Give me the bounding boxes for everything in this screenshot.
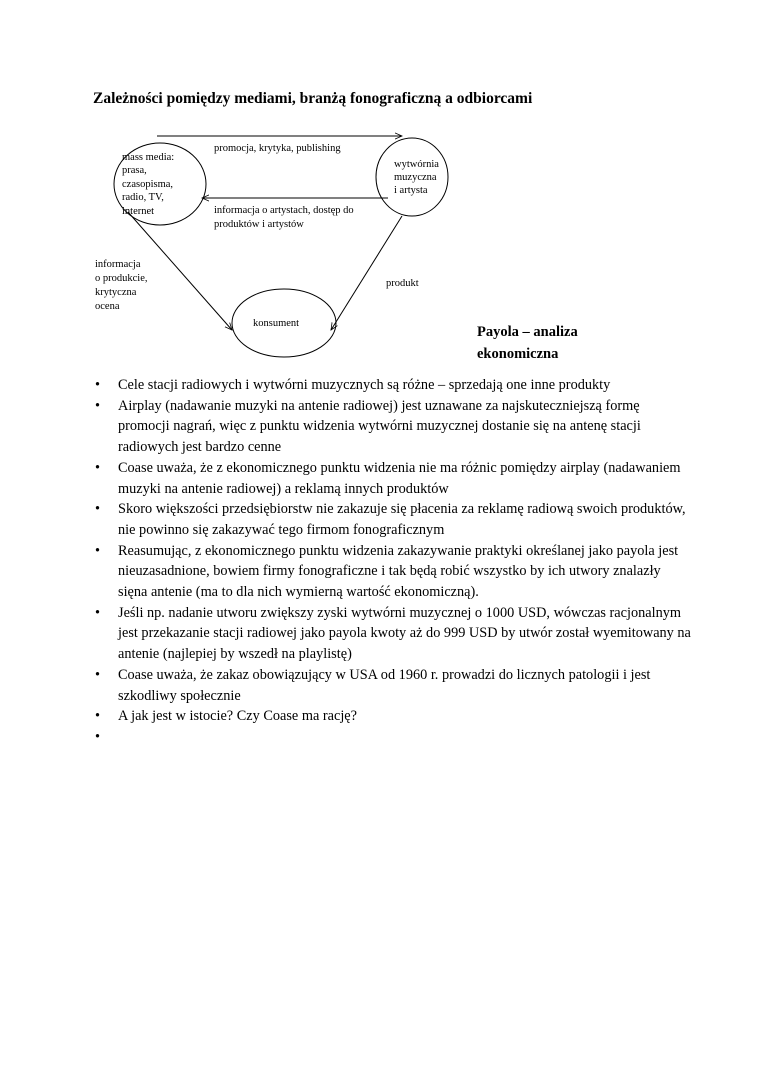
bullet-icon: • [95,604,101,621]
edge-right-label: produkt [386,278,419,289]
section-heading-line-2: ekonomiczna [477,346,559,362]
bullet-icon: • [95,708,101,725]
section-heading-line-1: Payola – analiza [477,324,578,340]
list-item [93,727,693,748]
edge-left-label: informacja o produkcie, krytyczna ocena [95,259,148,312]
edge-middle-label: informacja o artystach, dostęp do produktów i artystów [214,205,354,230]
list-item: • Airplay (nadawanie muzyki na antenie radiowej) jest uznawane za najskuteczniejszą formę promocji nagrań, więc z punktu widzenia wytwórni muzycznej dostanie się na antenę stacji radiowych jest bardzo cenne [95,397,641,456]
bullet-icon: • [95,397,101,414]
list-item: • Reasumując, z ekonomicznego punktu widzenia zakazywanie praktyki określanej jako payola jest nieuzasadnione, bowiem firmy fonograficzne i tak będą robić wszystko by ich utwory znalazły sięna antenie (ma to dla nich wymierną wartość ekonomiczną). [95,542,679,601]
bullet-icon: • [95,501,101,518]
edge-label-to-konsument [331,216,402,330]
page-title: Zależności pomiędzy mediami, branżą fonograficzną a odbiorcami [93,90,533,107]
bullet-icon: • [95,666,101,683]
label-wytwornia-node-label: wytwórnia muzyczna i artysta [394,159,439,196]
list-item: • Coase uważa, że zakaz obowiązujący w USA od 1960 r. prowadzi do licznych patologii i jest szkodliwy społecznie [95,666,651,704]
bullet-icon: • [95,542,101,559]
list-item: • Cele stacji radiowych i wytwórni muzycznych są różne – sprzedają one inne produkty [93,375,693,396]
media-node-label: mass media: prasa, czasopisma, radio, TV, internet [122,152,175,217]
bullet-icon: • [95,728,101,745]
edge-top-label: promocja, krytyka, publishing [214,143,341,154]
bullet-icon: • [95,377,101,393]
list-item: • A jak jest w istocie? Czy Coase ma rację? [93,706,693,727]
bullet-list [93,375,693,748]
media-industry-diagram [0,0,760,380]
section-heading [477,321,578,365]
list-item: • Jeśli np. nadanie utworu zwiększy zyski wytwórni muzycznej o 1000 USD, wówczas racjonalnym jest przekazanie stacji radiowej jako payola kwoty aż do 999 USD by utwór został wyemitowany na antenie (najlepiej by wszedł na playlistę) [95,604,691,663]
list-item: • Coase uważa, że z ekonomicznego punktu widzenia nie ma różnic pomiędzy airplay (nadawaniem muzyki na antenie radiowej) a reklamą innych produktów [95,459,681,497]
konsument-node-label: konsument [253,318,300,329]
list-item: • Skoro większości przedsiębiorstw nie zakazuje się płacenia za reklamę radiową swoich produktów, nie powinno się zakazywać tego firmom fonograficznym [95,501,686,538]
bullet-icon: • [95,459,101,476]
